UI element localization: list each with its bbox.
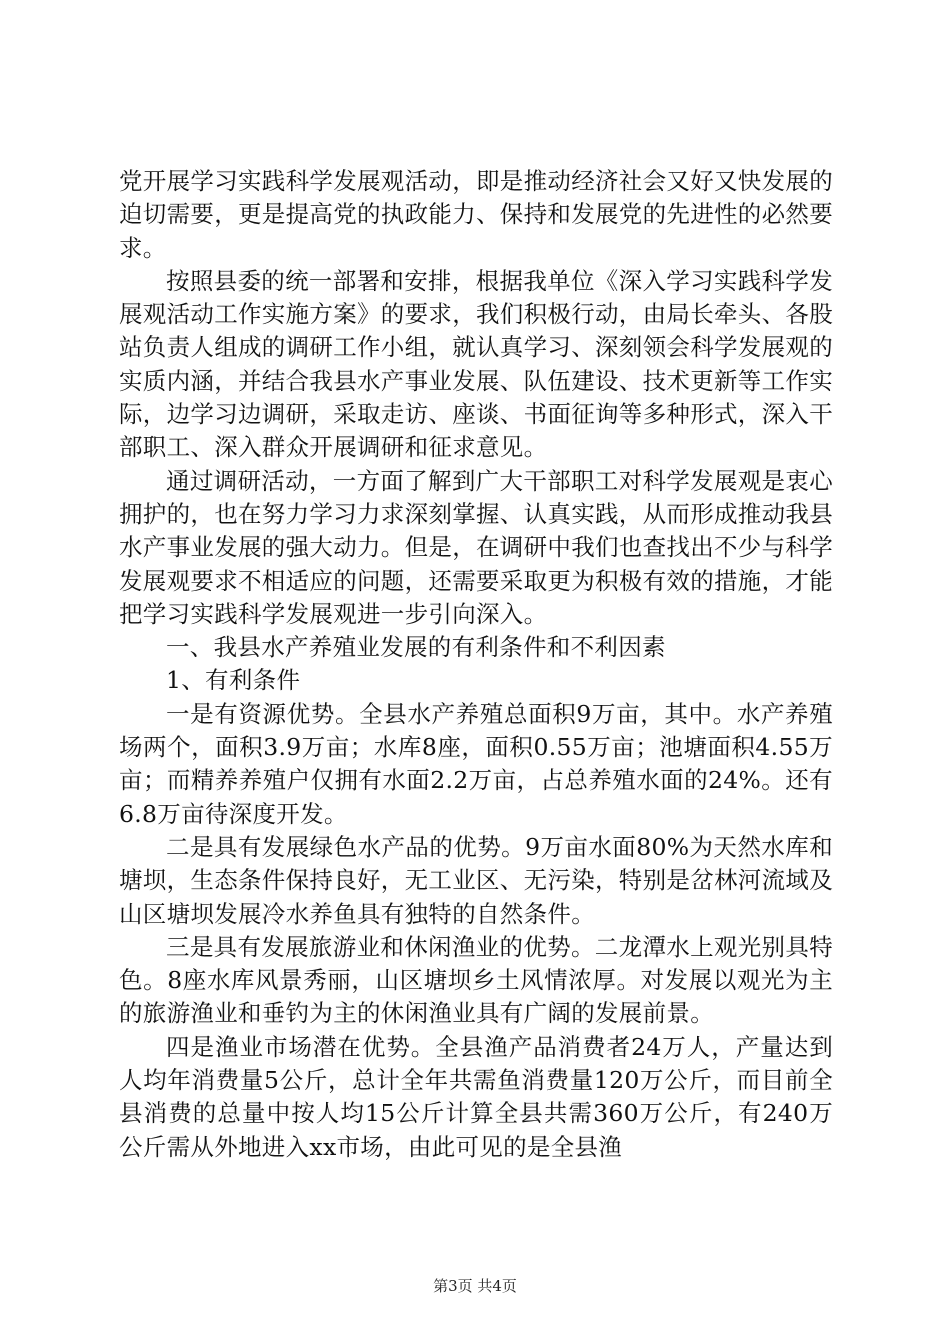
subsection-heading: 1、有利条件 <box>166 666 301 695</box>
section-heading: 一、我县水产养殖业发展的有利条件和不利因素 <box>166 633 666 662</box>
paragraph-green-product-advantage: 二是具有发展绿色水产品的优势。9万亩水面80%为天然水库和塘坝，生态条件保持良好，无工业区、无污染，特别是岔林河流域及山区塘坝发展冷水养鱼具有独特的自然条件。 <box>119 832 833 928</box>
paragraph-2: 按照县委的统一部署和安排，根据我单位《深入学习实践科学发展观活动工作实施方案》的要求，我们积极行动，由局长牵头、各股站负责人组成的调研工作小组，就认真学习、深刻领会科学发展观的实质内涵，并结合我县水产事业发展、队伍建设、技术更新等工作实际，边学习边调研，采取走访、座谈、书面征询等多种形式，深入干部职工、深入群众开展调研和征求意见。 <box>119 266 833 462</box>
page-footer: 第3页 共4页 <box>433 1277 517 1295</box>
document-body <box>119 165 833 1164</box>
paragraph-tourism-advantage: 三是具有发展旅游业和休闲渔业的优势。二龙潭水上观光别具特色。8座水库风景秀丽，山区塘坝乡土风情浓厚。对发展以观光为主的旅游渔业和垂钓为主的休闲渔业具有广阔的发展前景。 <box>119 932 833 1028</box>
paragraph-market-advantage: 四是渔业市场潜在优势。全县渔产品消费者24万人，产量达到人均年消费量5公斤，总计全年共需鱼消费量120万公斤，而目前全县消费的总量中按人均15公斤计算全县共需360万公斤，有240万公斤需从外地进入xx市场，由此可见的是全县渔 <box>119 1032 833 1161</box>
paragraph-3: 通过调研活动，一方面了解到广大干部职工对科学发展观是衷心拥护的，也在努力学习力求深刻掌握、认真实践，从而形成推动我县水产事业发展的强大动力。但是，在调研中我们也查找出不少与科学发展观要求不相适应的问题，还需要采取更为积极有效的措施，才能把学习实践科学发展观进一步引向深入。 <box>119 466 833 628</box>
paragraph-1: 党开展学习实践科学发展观活动，即是推动经济社会又好又快发展的迫切需要，更是提高党的执政能力、保持和发展党的先进性的必然要求。 <box>119 167 833 262</box>
paragraph-resource-advantage: 一是有资源优势。全县水产养殖总面积9万亩，其中。水产养殖场两个，面积3.9万亩；水库8座，面积0.55万亩；池塘面积4.55万亩；而精养养殖户仅拥有水面2.2万亩，占总养殖水面的24%。还有6.8万亩待深度开发。 <box>119 699 833 828</box>
